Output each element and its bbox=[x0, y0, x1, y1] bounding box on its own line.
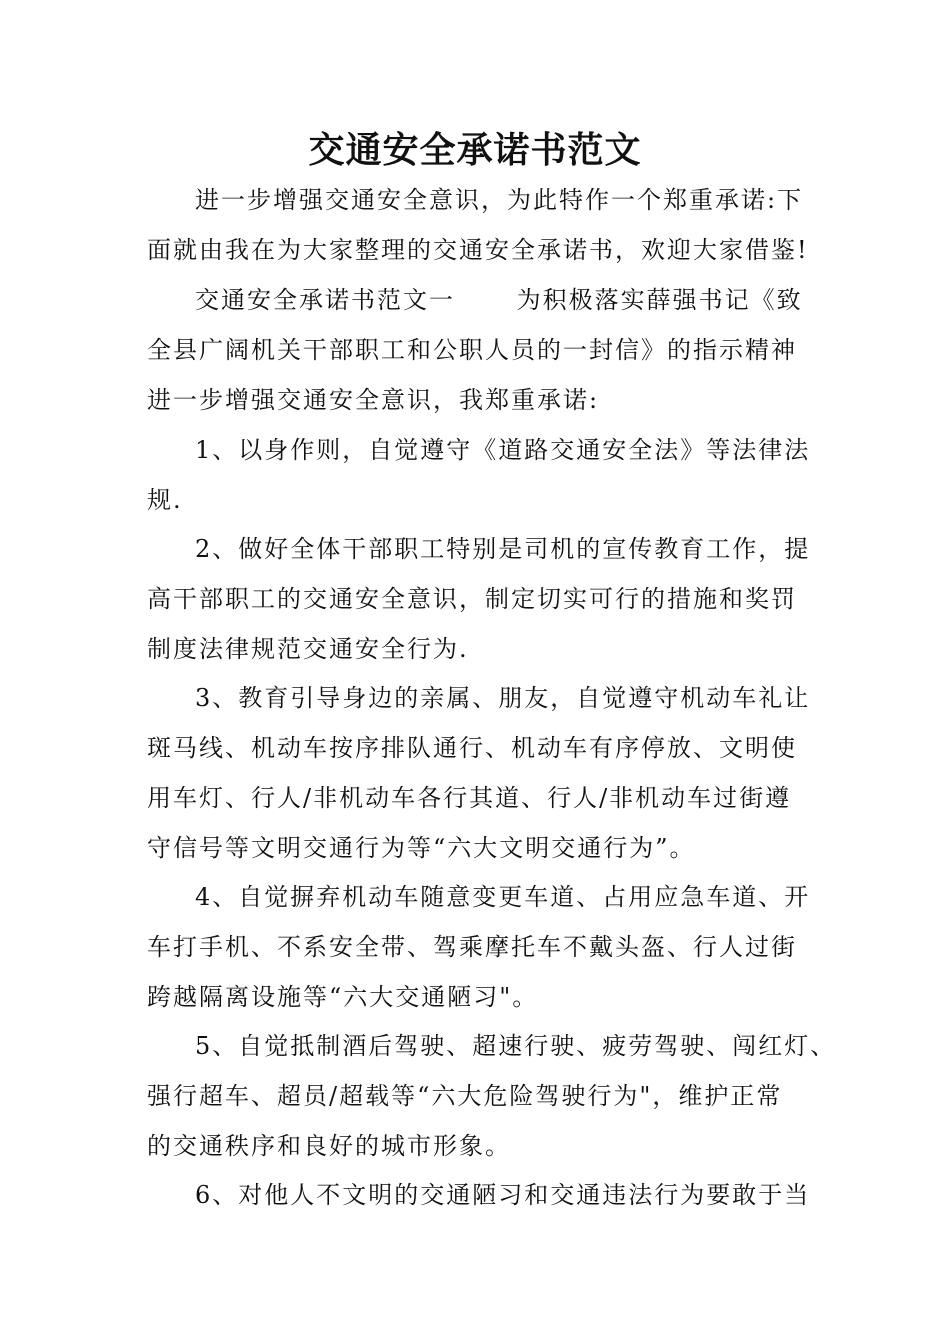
text-line: 守信号等文明交通行为等“六大文明交通行为”。 bbox=[147, 834, 696, 862]
text-line: 强行超车、超员/超载等“六大危险驾驶行为"，维护正常 bbox=[147, 1082, 783, 1110]
text-line: 跨越隔离设施等“六大交通陋习"。 bbox=[147, 983, 539, 1011]
text-line: 进一步增强交通安全意识，我郑重承诺: bbox=[147, 386, 600, 414]
text-line: 4、自觉摒弃机动车随意变更车道、占用应急车道、开 bbox=[195, 883, 811, 911]
text-line: 6、对他人不文明的交通陋习和交通违法行为要敢于当 bbox=[195, 1181, 811, 1209]
text-line: 1、以身作则，自觉遵守《道路交通安全法》等法律法 bbox=[195, 436, 811, 464]
text-line: 5、自觉抵制酒后驾驶、超速行驶、疲劳驾驶、闯红灯、 bbox=[195, 1032, 837, 1060]
document-title: 交通安全承诺书范文 bbox=[308, 129, 642, 171]
text-line: 进一步增强交通安全意识，为此特作一个郑重承诺:下 bbox=[195, 186, 804, 214]
text-line: 全县广阔机关干部职工和公职人员的一封信》的指示精神 bbox=[147, 336, 797, 364]
text-line: 的交通秩序和良好的城市形象。 bbox=[147, 1132, 511, 1160]
text-line: 交通安全承诺书范文一 为积极落实薛强书记《致 bbox=[195, 286, 803, 314]
text-line: 高干部职工的交通安全意识，制定切实可行的措施和奖罚 bbox=[147, 585, 797, 613]
text-line: 3、教育引导身边的亲属、朋友，自觉遵守机动车礼让 bbox=[195, 684, 811, 712]
text-line: 规. bbox=[147, 486, 183, 514]
text-line: 面就由我在为大家整理的交通安全承诺书，欢迎大家借鉴! bbox=[147, 236, 809, 264]
text-line: 斑马线、机动车按序排队通行、机动车有序停放、文明使 bbox=[147, 734, 797, 762]
text-line: 用车灯、行人/非机动车各行其道、行人/非机动车过街遵 bbox=[147, 784, 792, 812]
text-line: 车打手机、不系安全带、驾乘摩托车不戴头盔、行人过街 bbox=[147, 933, 797, 961]
text-line: 2、做好全体干部职工特别是司机的宣传教育工作，提 bbox=[195, 535, 811, 563]
text-line: 制度法律规范交通安全行为. bbox=[147, 635, 469, 663]
